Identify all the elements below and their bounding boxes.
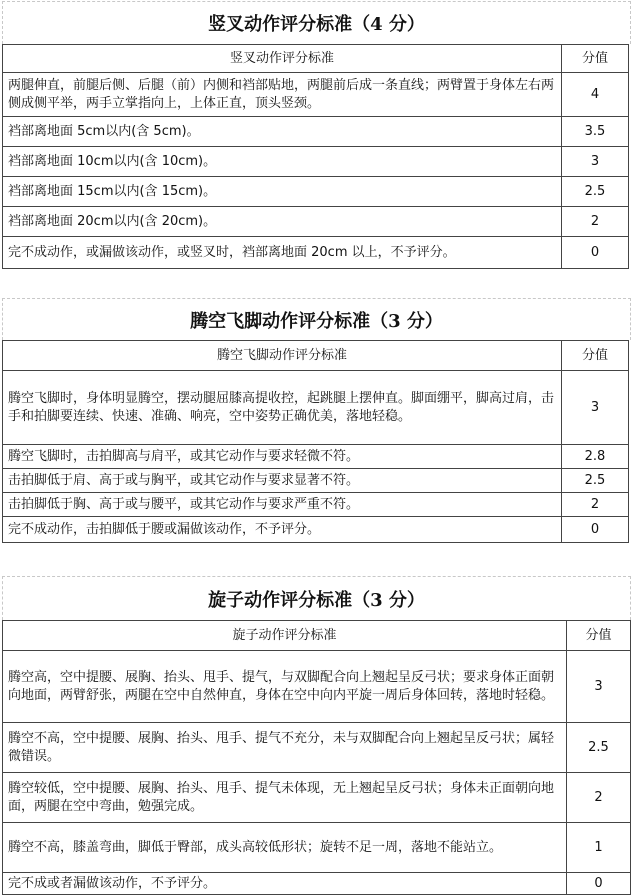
header-criteria: 竖叉动作评分标准 (3, 45, 562, 73)
row-desc: 击拍脚低于胸、高于或与腰平，或其它动作与要求严重不符。 (3, 493, 562, 517)
row-score: 2 (562, 207, 629, 237)
row-score: 2 (567, 773, 631, 823)
table-row (3, 873, 631, 895)
table-row (3, 237, 629, 269)
row-score: 2.5 (567, 723, 631, 773)
section-title-flying-kick: 腾空飞脚动作评分标准（3 分） (2, 298, 631, 340)
row-score: 0 (567, 873, 631, 895)
table-row (3, 651, 631, 723)
table-row (3, 371, 629, 445)
row-desc: 两腿伸直，前腿后侧、后腿（前）内侧和裆部贴地，两腿前后成一条直线；两臂置于身体左右两侧成侧平举，两手立掌指向上，上体正直，顶头竖颈。 (3, 73, 562, 117)
table-row (3, 445, 629, 469)
row-score: 2.5 (562, 469, 629, 493)
row-desc: 裆部离地面 5cm以内(含 5cm)。 (3, 117, 562, 147)
header-criteria: 腾空飞脚动作评分标准 (3, 341, 562, 371)
row-desc: 完不成动作，或漏做该动作，或竖叉时，裆部离地面 20cm 以上，不予评分。 (3, 237, 562, 269)
row-desc: 裆部离地面 10cm以内(含 10cm)。 (3, 147, 562, 177)
row-desc: 腾空飞脚时，身体明显腾空，摆动腿屈膝高提收控，起跳腿上摆伸直。脚面绷平，脚高过肩，击手和拍脚要连续、快速、准确、响亮，空中姿势正确优美，落地轻稳。 (3, 371, 562, 445)
row-desc: 腾空高，空中提腰、展胸、抬头、甩手、提气，与双脚配合向上翘起呈反弓状；要求身体正面朝向地面，两臂舒张，两腿在空中自然伸直，身体在空中向内平旋一周后身体回转，落地时轻稳。 (3, 651, 567, 723)
row-score: 3 (562, 371, 629, 445)
row-score: 0 (562, 517, 629, 543)
table-row (3, 823, 631, 873)
row-score: 2 (562, 493, 629, 517)
table-row (3, 117, 629, 147)
table-row (3, 177, 629, 207)
table-whirlwind (2, 620, 631, 895)
row-score: 4 (562, 73, 629, 117)
row-score: 2.5 (562, 177, 629, 207)
row-score: 1 (567, 823, 631, 873)
row-score: 3 (567, 651, 631, 723)
row-desc: 腾空不高，空中提腰、展胸、抬头、甩手、提气不充分，未与双脚配合向上翘起呈反弓状；属轻微错误。 (3, 723, 567, 773)
header-score: 分值 (562, 341, 629, 371)
row-desc: 裆部离地面 15cm以内(含 15cm)。 (3, 177, 562, 207)
row-desc: 腾空不高，膝盖弯曲，脚低于臀部，成头高较低形状；旋转不足一周，落地不能站立。 (3, 823, 567, 873)
row-score: 3.5 (562, 117, 629, 147)
table-row (3, 723, 631, 773)
table-row (3, 517, 629, 543)
header-score: 分值 (562, 45, 629, 73)
header-criteria: 旋子动作评分标准 (3, 621, 567, 651)
row-score: 2.8 (562, 445, 629, 469)
row-desc: 腾空较低，空中提腰、展胸、抬头、甩手、提气未体现，无上翘起呈反弓状；身体未正面朝向地面，两腿在空中弯曲，勉强完成。 (3, 773, 567, 823)
table-row (3, 773, 631, 823)
section-title-split: 竖叉动作评分标准（4 分） (2, 1, 631, 44)
table-flying-kick (2, 340, 629, 543)
row-desc: 裆部离地面 20cm以内(含 20cm)。 (3, 207, 562, 237)
row-desc: 完不成或者漏做该动作，不予评分。 (3, 873, 567, 895)
table-row (3, 493, 629, 517)
row-score: 3 (562, 147, 629, 177)
row-desc: 击拍脚低于肩、高于或与胸平，或其它动作与要求显著不符。 (3, 469, 562, 493)
row-desc: 腾空飞脚时，击拍脚高与肩平，或其它动作与要求轻微不符。 (3, 445, 562, 469)
table-row (3, 207, 629, 237)
table-split (2, 44, 629, 269)
table-row (3, 147, 629, 177)
table-row (3, 469, 629, 493)
row-desc: 完不成动作，击拍脚低于腰或漏做该动作，不予评分。 (3, 517, 562, 543)
section-title-whirlwind: 旋子动作评分标准（3 分） (2, 576, 631, 620)
table-row (3, 73, 629, 117)
header-score: 分值 (567, 621, 631, 651)
row-score: 0 (562, 237, 629, 269)
